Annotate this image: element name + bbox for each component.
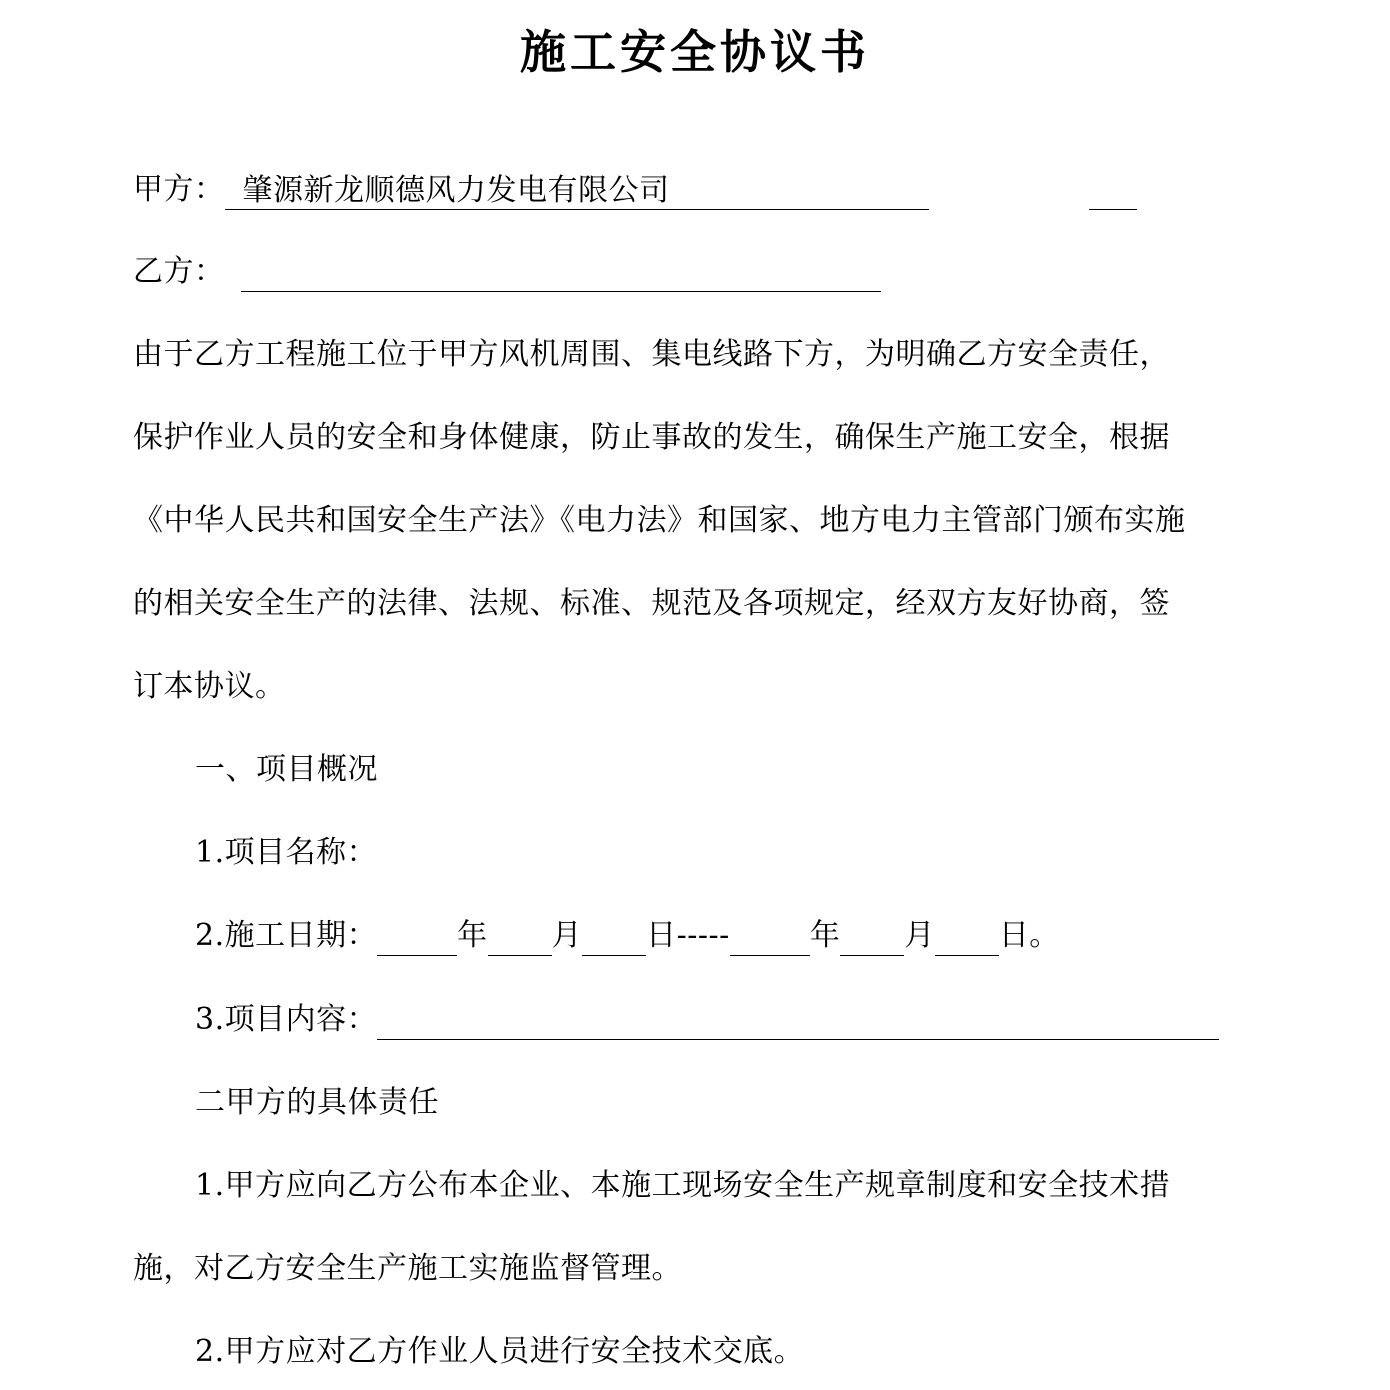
party-b-line [133, 252, 881, 292]
project-name-item: 1.项目名称： [195, 835, 378, 870]
intro-line: 订本协议。 [133, 669, 286, 704]
day-end-label: 日。 [998, 918, 1060, 953]
party-a-value: 肇源新龙顺德风力发电有限公司 [225, 173, 929, 210]
party-a-extra-blank [1089, 175, 1137, 210]
construction-date-item [195, 916, 1060, 956]
intro-line: 保护作业人员的安全和身体健康，防止事故的发生，确保生产施工安全，根据 [133, 420, 1170, 455]
section2-item1-line2: 施，对乙方安全生产施工实施监督管理。 [133, 1251, 682, 1286]
end-day-blank [935, 921, 999, 956]
start-year-blank [377, 921, 457, 956]
month-label: 月 [551, 918, 583, 953]
start-month-blank [488, 921, 552, 956]
party-b-blank [241, 257, 881, 292]
section1-heading: 一、项目概况 [195, 752, 378, 787]
year-label: 年 [457, 918, 488, 953]
section2-item2: 2.甲方应对乙方作业人员进行安全技术交底。 [195, 1334, 805, 1369]
intro-line: 《中华人民共和国安全生产法》《电力法》和国家、地方电力主管部门颁布实施 [133, 503, 1186, 538]
end-year-blank [730, 921, 810, 956]
project-content-label: 3.项目内容： [195, 1002, 378, 1037]
month-label-2: 月 [904, 918, 935, 953]
party-a-line [133, 170, 1137, 210]
project-content-item [195, 1000, 1219, 1040]
document-title: 施工安全协议书 [520, 25, 870, 79]
party-b-label: 乙方： [133, 254, 225, 289]
year-label-2: 年 [809, 918, 841, 953]
date-dash: ----- [676, 918, 730, 953]
day-label: 日 [646, 918, 677, 953]
section2-heading: 二甲方的具体责任 [195, 1085, 439, 1120]
date-label: 2.施工日期： [195, 918, 378, 953]
intro-line: 的相关安全生产的法律、法规、标准、规范及各项规定，经双方友好协商，签 [133, 586, 1170, 621]
party-a-label: 甲方： [133, 172, 225, 207]
intro-line: 由于乙方工程施工位于甲方风机周围、集电线路下方，为明确乙方安全责任， [133, 337, 1170, 372]
start-day-blank [582, 921, 646, 956]
end-month-blank [840, 921, 904, 956]
section2-item1-line1: 1.甲方应向乙方公布本企业、本施工现场安全生产规章制度和安全技术措 [195, 1168, 1171, 1203]
project-content-blank [377, 1005, 1219, 1040]
